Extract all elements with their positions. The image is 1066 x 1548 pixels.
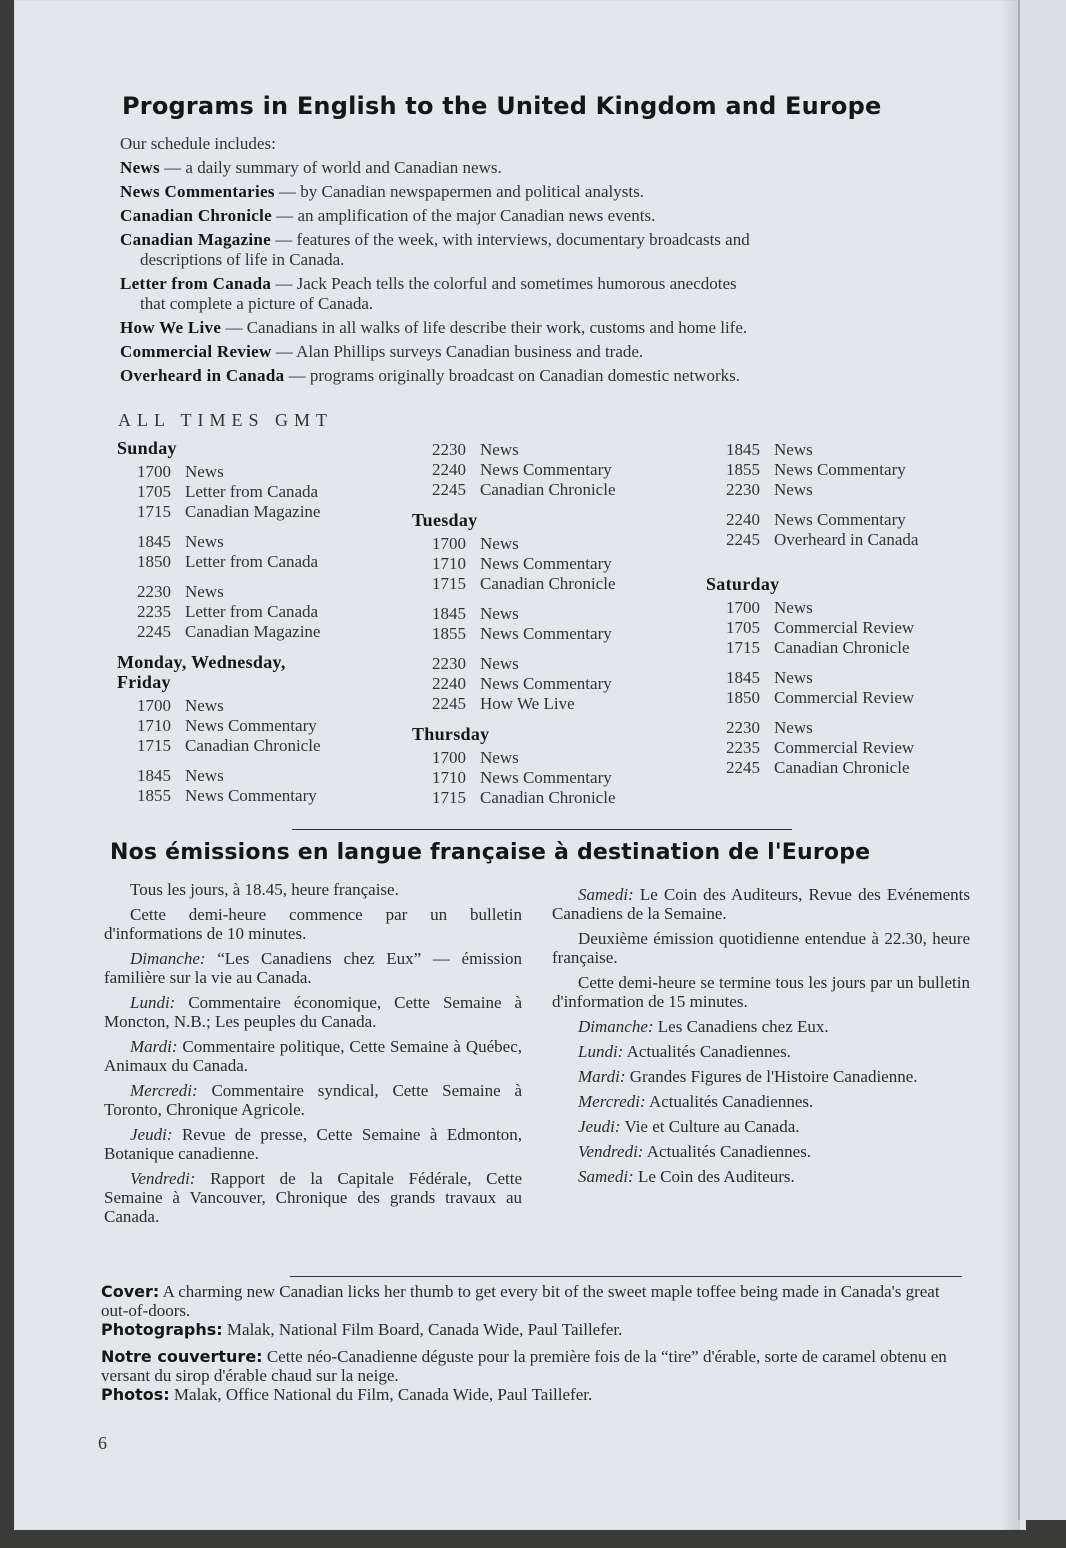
- french-text: Commentaire économique, Cette Semaine à Moncton, N.B.; Les peuples du Canada.: [104, 993, 522, 1031]
- program-entry: [120, 366, 980, 386]
- french-day-label: Mercredi:: [578, 1092, 646, 1111]
- slot-time: 1845: [137, 766, 171, 785]
- mwf-heading-line1: Monday, Wednesday,: [117, 652, 286, 672]
- slot-time: 2230: [137, 582, 171, 601]
- french-paragraph: [552, 929, 970, 967]
- program-name: Commercial Review: [120, 342, 272, 361]
- thursday-heading: Thursday: [412, 724, 490, 744]
- program-name: Overheard in Canada: [120, 366, 285, 385]
- french-text: “Les Canadiens chez Eux” — émission familière sur la vie au Canada.: [104, 949, 523, 987]
- slot-time: 1700: [137, 462, 171, 481]
- slot-program: News: [774, 598, 813, 617]
- schedule-intro: Our schedule includes:: [120, 134, 276, 153]
- program-entry: [120, 230, 980, 250]
- program-description-continued: descriptions of life in Canada.: [140, 250, 345, 269]
- slot-time: 1705: [137, 482, 171, 501]
- french-paragraph: [104, 905, 522, 943]
- french-paragraph: [552, 1067, 970, 1086]
- slot-program: Commercial Review: [774, 738, 915, 757]
- credit-text: A charming new Canadian licks her thumb to get every bit of the sweet maple toffee being made in Canada's great out-of-doors.: [101, 1282, 940, 1320]
- slot-time: 1850: [137, 552, 171, 571]
- slot-program: News Commentary: [185, 716, 317, 735]
- french-text: Le Coin des Auditeurs.: [637, 1167, 795, 1186]
- french-day-label: Mardi:: [130, 1037, 178, 1056]
- slot-program: Letter from Canada: [185, 482, 319, 501]
- slot-time: 1715: [432, 788, 466, 807]
- program-name: News: [120, 158, 160, 177]
- slot-program: News Commentary: [480, 624, 612, 643]
- slot-program: Canadian Chronicle: [185, 736, 321, 755]
- time-slot: [432, 654, 702, 674]
- french-programs-title: Nos émissions en langue française à destination de l'Europe: [110, 840, 871, 865]
- program-entry: [120, 182, 980, 202]
- time-slot: [726, 530, 996, 550]
- time-slot: [137, 602, 407, 622]
- time-slot: [137, 622, 407, 642]
- slot-program: News: [774, 668, 813, 687]
- slot-program: Canadian Chronicle: [774, 638, 910, 657]
- time-slot: [726, 510, 996, 530]
- program-entry: [120, 158, 980, 178]
- french-day-label: Jeudi:: [130, 1125, 173, 1144]
- credits-divider: [290, 1276, 962, 1277]
- french-text: Deuxième émission quotidienne entendue à 22.30, heure française.: [552, 929, 970, 967]
- french-day-label: Vendredi:: [130, 1169, 196, 1188]
- mwf-slots: [117, 696, 407, 806]
- time-slot: [137, 482, 407, 502]
- time-slot-group: [137, 462, 407, 522]
- program-entry: [120, 318, 980, 338]
- slot-time: 1710: [432, 554, 466, 573]
- time-slot: [726, 440, 996, 460]
- time-slot: [726, 480, 996, 500]
- french-text: Grandes Figures de l'Histoire Canadienne.: [629, 1067, 918, 1086]
- program-description: — features of the week, with interviews, documentary broadcasts and: [275, 230, 750, 249]
- slot-time: 1700: [432, 748, 466, 767]
- time-slot-group: [432, 604, 702, 644]
- schedule-column-2: [412, 440, 702, 818]
- time-slot: [432, 768, 702, 788]
- slot-time: 2235: [137, 602, 171, 621]
- slot-program: News Commentary: [480, 460, 612, 479]
- slot-program: Canadian Chronicle: [480, 788, 616, 807]
- program-entry: [120, 342, 980, 362]
- slot-program: News: [480, 654, 519, 673]
- time-slot: [432, 694, 702, 714]
- credit-entry: [101, 1320, 967, 1339]
- time-slot: [137, 582, 407, 602]
- credit-text: Malak, National Film Board, Canada Wide, Paul Taillefer.: [226, 1320, 623, 1339]
- tuesday-heading: Tuesday: [412, 510, 478, 530]
- time-slot-group: [726, 598, 996, 658]
- time-slot-group: [432, 440, 702, 500]
- slot-time: 2230: [726, 480, 760, 499]
- slot-time: 1700: [137, 696, 171, 715]
- section-divider: [292, 829, 792, 830]
- credit-label: Notre couverture:: [101, 1347, 263, 1366]
- time-slot: [726, 460, 996, 480]
- french-paragraph: [104, 1125, 522, 1163]
- time-slot: [726, 718, 996, 738]
- program-name: Letter from Canada: [120, 274, 272, 293]
- slot-program: Commercial Review: [774, 618, 915, 637]
- mwf-continued-slots: [412, 440, 702, 500]
- slot-time: 1700: [432, 534, 466, 553]
- time-slot-group: [432, 534, 702, 594]
- slot-time: 1855: [432, 624, 466, 643]
- slot-program: News: [480, 440, 519, 459]
- slot-program: News Commentary: [480, 768, 612, 787]
- time-slot: [432, 480, 702, 500]
- slot-program: Canadian Magazine: [185, 502, 321, 521]
- time-slot: [432, 460, 702, 480]
- french-day-label: Vendredi:: [578, 1142, 644, 1161]
- slot-program: Canadian Chronicle: [480, 574, 616, 593]
- time-slot: [432, 674, 702, 694]
- slot-time: 1715: [137, 736, 171, 755]
- time-slot: [432, 788, 702, 808]
- slot-program: Commercial Review: [774, 688, 915, 707]
- time-slot: [432, 440, 702, 460]
- french-paragraph: [104, 1037, 522, 1075]
- time-slot: [137, 502, 407, 522]
- slot-time: 1845: [726, 668, 760, 687]
- time-slot: [726, 668, 996, 688]
- time-slot-group: [137, 696, 407, 756]
- credit-entry: [101, 1282, 967, 1320]
- slot-time: 2230: [432, 440, 466, 459]
- time-slot-group: [432, 748, 702, 808]
- slot-program: News: [774, 480, 813, 499]
- time-slot: [137, 716, 407, 736]
- saturday-slots: [706, 598, 996, 778]
- time-slot: [726, 638, 996, 658]
- photo-credits: [101, 1282, 967, 1404]
- time-slot-group: [726, 440, 996, 500]
- slot-program: How We Live: [480, 694, 575, 713]
- slot-program: News Commentary: [185, 786, 317, 805]
- french-paragraph: [552, 973, 970, 1011]
- program-description: — programs originally broadcast on Canadian domestic networks.: [288, 366, 740, 385]
- french-text: Revue de presse, Cette Semaine à Edmonton, Botanique canadienne.: [104, 1125, 522, 1163]
- program-descriptions: [120, 134, 980, 390]
- french-paragraph: [104, 1081, 522, 1119]
- slot-program: News Commentary: [480, 554, 612, 573]
- french-text: Commentaire syndical, Cette Semaine à Toronto, Chronique Agricole.: [104, 1081, 523, 1119]
- slot-time: 2230: [432, 654, 466, 673]
- credit-label: Photos:: [101, 1385, 170, 1404]
- french-text: Vie et Culture au Canada.: [624, 1117, 800, 1136]
- french-text: Le Coin des Auditeurs, Revue des Evénements Canadiens de la Semaine.: [552, 885, 970, 923]
- credit-entry: [101, 1347, 967, 1385]
- slot-time: 1845: [726, 440, 760, 459]
- french-day-label: Samedi:: [578, 885, 634, 904]
- page-number: 6: [98, 1433, 107, 1453]
- french-day-label: Mercredi:: [130, 1081, 198, 1100]
- slot-program: News: [185, 696, 224, 715]
- slot-time: 1845: [432, 604, 466, 623]
- slot-program: Canadian Magazine: [185, 622, 321, 641]
- all-times-gmt-label: ALL TIMES GMT: [118, 410, 333, 430]
- saturday-heading: Saturday: [706, 574, 780, 594]
- time-slot: [726, 758, 996, 778]
- french-day-label: Mardi:: [578, 1067, 626, 1086]
- slot-time: 2240: [432, 674, 466, 693]
- program-name: News Commentaries: [120, 182, 275, 201]
- french-text: Cette demi-heure se termine tous les jours par un bulletin d'information de 15 minutes.: [552, 973, 970, 1011]
- slot-time: 2245: [432, 480, 466, 499]
- french-text: Actualités Canadiennes.: [646, 1142, 812, 1161]
- slot-time: 2230: [726, 718, 760, 737]
- slot-program: News: [480, 534, 519, 553]
- program-description: — an amplification of the major Canadian news events.: [276, 206, 656, 225]
- schedule-column-3: [706, 440, 996, 788]
- slot-program: Canadian Chronicle: [774, 758, 910, 777]
- program-name: How We Live: [120, 318, 222, 337]
- time-slot: [137, 696, 407, 716]
- credit-entry: [101, 1385, 967, 1404]
- credit-text: Malak, Office National du Film, Canada Wide, Paul Taillefer.: [173, 1385, 593, 1404]
- time-slot: [726, 738, 996, 758]
- french-paragraph: [552, 885, 970, 923]
- slot-time: 2240: [432, 460, 466, 479]
- french-text: Tous les jours, à 18.45, heure française.: [130, 880, 399, 899]
- time-slot-group: [137, 766, 407, 806]
- sunday-slots: [117, 462, 407, 642]
- slot-program: News: [774, 440, 813, 459]
- program-description: — by Canadian newspapermen and political analysts.: [279, 182, 644, 201]
- slot-time: 1715: [726, 638, 760, 657]
- time-slot-group: [726, 668, 996, 708]
- slot-program: Overheard in Canada: [774, 530, 919, 549]
- slot-program: News: [185, 766, 224, 785]
- french-day-label: Dimanche:: [130, 949, 206, 968]
- time-slot: [432, 534, 702, 554]
- time-slot: [137, 532, 407, 552]
- french-text: Actualités Canadiennes.: [626, 1042, 791, 1061]
- french-column-left: [104, 880, 522, 1232]
- time-slot-group: [432, 654, 702, 714]
- french-day-label: Jeudi:: [578, 1117, 621, 1136]
- french-paragraph: [552, 1092, 970, 1111]
- slot-program: Canadian Chronicle: [480, 480, 616, 499]
- program-name: Canadian Chronicle: [120, 206, 272, 225]
- slot-time: 1850: [726, 688, 760, 707]
- program-entry: [120, 206, 980, 226]
- slot-program: News: [480, 748, 519, 767]
- time-slot: [432, 574, 702, 594]
- slot-time: 1855: [726, 460, 760, 479]
- french-text: Actualités Canadiennes.: [648, 1092, 814, 1111]
- french-paragraph: [104, 949, 522, 987]
- french-paragraph: [104, 880, 522, 899]
- time-slot: [137, 462, 407, 482]
- french-text: Rapport de la Capitale Fédérale, Cette Semaine à Vancouver, Chronique des grands travaux au Canada.: [104, 1169, 523, 1226]
- program-entry: [120, 274, 980, 294]
- time-slot: [432, 748, 702, 768]
- slot-time: 2245: [726, 758, 760, 777]
- slot-program: News: [480, 604, 519, 623]
- slot-time: 1715: [137, 502, 171, 521]
- slot-time: 1855: [137, 786, 171, 805]
- french-text: Cette demi-heure commence par un bulletin d'informations de 10 minutes.: [104, 905, 522, 943]
- french-day-label: Dimanche:: [578, 1017, 654, 1036]
- program-description: — a daily summary of world and Canadian news.: [164, 158, 502, 177]
- thursday-continued-slots: [706, 440, 996, 550]
- time-slot: [137, 766, 407, 786]
- french-paragraph: [552, 1042, 970, 1061]
- french-paragraph: [552, 1142, 970, 1161]
- french-day-label: Lundi:: [130, 993, 176, 1012]
- slot-program: News Commentary: [774, 460, 906, 479]
- time-slot: [726, 688, 996, 708]
- program-description: — Canadians in all walks of life describe their work, customs and home life.: [225, 318, 748, 337]
- slot-time: 1700: [726, 598, 760, 617]
- french-paragraph: [104, 1169, 522, 1226]
- time-slot-group: [726, 718, 996, 778]
- slot-time: 1715: [432, 574, 466, 593]
- time-slot-group: [137, 532, 407, 572]
- credit-text: Cette néo-Canadienne déguste pour la première fois de la “tire” d'érable, sorte de caramel obtenu en versant du sirop d'érable chaud sur la neige.: [101, 1347, 947, 1385]
- slot-program: Letter from Canada: [185, 552, 319, 571]
- french-text: Les Canadiens chez Eux.: [657, 1017, 829, 1036]
- time-slot: [137, 552, 407, 572]
- french-day-label: Lundi:: [578, 1042, 624, 1061]
- slot-program: News Commentary: [480, 674, 612, 693]
- credit-label: Photographs:: [101, 1320, 223, 1339]
- time-slot: [726, 598, 996, 618]
- french-paragraph: [552, 1117, 970, 1136]
- slot-time: 1845: [137, 532, 171, 551]
- slot-time: 2245: [432, 694, 466, 713]
- program-description: — Alan Phillips surveys Canadian business and trade.: [275, 342, 644, 361]
- french-paragraph: [552, 1017, 970, 1036]
- slot-time: 2245: [137, 622, 171, 641]
- program-list: [120, 158, 980, 386]
- program-description-continued: that complete a picture of Canada.: [140, 294, 374, 313]
- french-paragraph: [104, 993, 522, 1031]
- page-fold-shadow: [1000, 0, 1020, 1530]
- time-slot-group: [726, 510, 996, 550]
- sunday-heading: Sunday: [117, 438, 177, 458]
- slot-program: News: [185, 582, 224, 601]
- time-slot: [432, 604, 702, 624]
- slot-time: 2240: [726, 510, 760, 529]
- slot-program: News: [185, 532, 224, 551]
- tuesday-slots: [412, 534, 702, 714]
- schedule-column-1: [117, 438, 407, 816]
- time-slot: [432, 554, 702, 574]
- mwf-heading-line2: Friday: [117, 672, 171, 692]
- french-column-right: [552, 885, 970, 1192]
- time-slot: [137, 736, 407, 756]
- time-slot: [137, 786, 407, 806]
- slot-time: 1705: [726, 618, 760, 637]
- program-name: Canadian Magazine: [120, 230, 272, 249]
- next-page-edge: [1018, 0, 1066, 1520]
- slot-program: News: [774, 718, 813, 737]
- slot-time: 1710: [137, 716, 171, 735]
- slot-program: News: [185, 462, 224, 481]
- slot-time: 2245: [726, 530, 760, 549]
- slot-time: 1710: [432, 768, 466, 787]
- credit-label: Cover:: [101, 1282, 160, 1301]
- time-slot-group: [137, 582, 407, 642]
- slot-time: 2235: [726, 738, 760, 757]
- time-slot: [726, 618, 996, 638]
- program-description: — Jack Peach tells the colorful and sometimes humorous anecdotes: [275, 274, 737, 293]
- time-slot: [432, 624, 702, 644]
- french-text: Commentaire politique, Cette Semaine à Québec, Animaux du Canada.: [104, 1037, 522, 1075]
- thursday-slots: [412, 748, 702, 808]
- slot-program: Letter from Canada: [185, 602, 319, 621]
- french-paragraph: [552, 1167, 970, 1186]
- french-day-label: Samedi:: [578, 1167, 634, 1186]
- slot-program: News Commentary: [774, 510, 906, 529]
- english-programs-title: Programs in English to the United Kingdom and Europe: [122, 92, 882, 120]
